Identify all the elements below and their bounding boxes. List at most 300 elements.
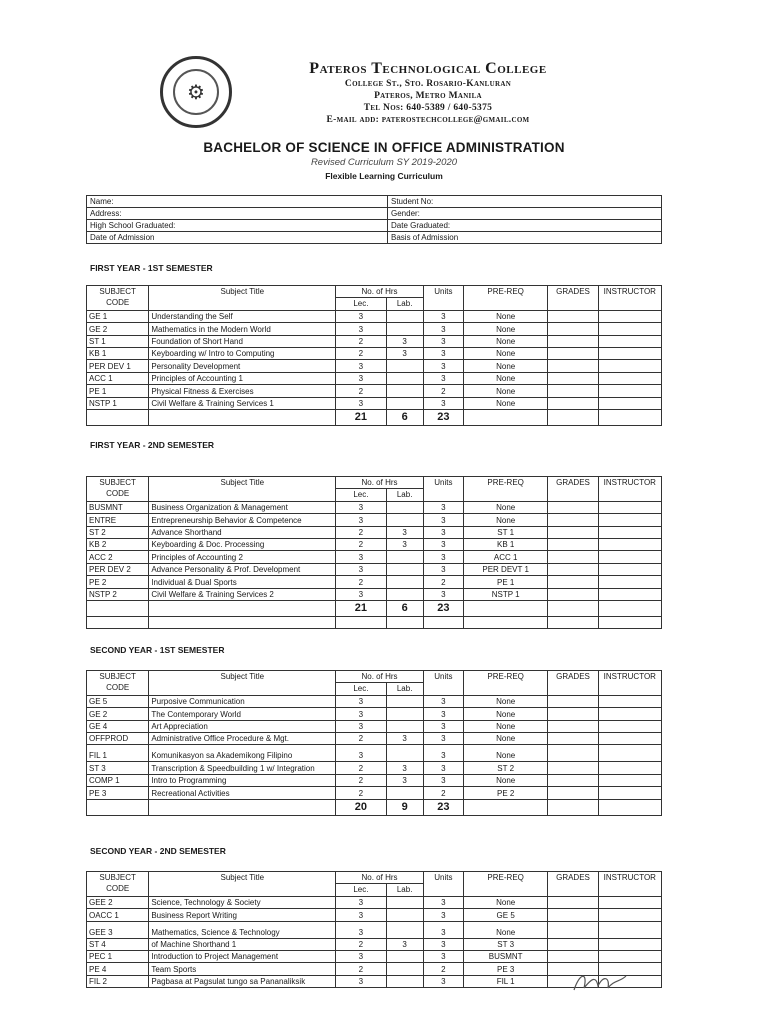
table-row [87,372,662,384]
subject-title: Business Report Writing [149,909,336,921]
signature-icon [570,968,630,998]
sem3-table [86,670,662,816]
table-row [87,762,662,774]
total-lec: 21 [336,409,386,425]
subject-title: Advance Shorthand [149,526,336,538]
col-grades: GRADES [548,872,598,897]
lab-hours [386,514,423,526]
date-admission-field: Date of Admission [87,232,388,244]
prerequisite: NSTP 1 [463,588,547,600]
lab-hours [386,501,423,513]
units: 3 [423,762,463,774]
revised-curriculum: Revised Curriculum SY 2019-2020 [310,157,458,168]
col-instructor: INSTRUCTOR [598,477,661,502]
subject-code: PER DEV 2 [87,563,149,575]
table-row [87,501,662,513]
prerequisite: None [463,695,547,707]
lec-hours: 3 [336,397,386,409]
col-lab: Lab. [386,884,423,896]
instructor-cell [598,909,661,921]
gender-field: Gender: [388,208,662,220]
student-no-field: Student No: [388,196,662,208]
total-lab: 6 [386,600,423,616]
subject-code: ENTRE [87,514,149,526]
col-lec: Lec. [336,298,386,310]
instructor-cell [598,360,661,372]
lab-hours [386,372,423,384]
prerequisite: None [463,335,547,347]
grade-cell [548,551,598,563]
subject-title: Entrepreneurship Behavior & Competence [149,514,336,526]
lec-hours: 2 [336,385,386,397]
lab-hours [386,708,423,720]
lec-hours: 3 [336,551,386,563]
lec-hours: 3 [336,921,386,938]
grade-cell [548,323,598,335]
prerequisite: None [463,720,547,732]
lab-hours [386,310,423,322]
table-row [87,732,662,744]
subject-code: KB 2 [87,538,149,550]
grade-cell [548,335,598,347]
lab-hours: 3 [386,732,423,744]
subject-title: Intro to Programming [149,774,336,786]
col-hrs: No. of Hrs [336,872,423,884]
lec-hours: 3 [336,372,386,384]
total-row [87,799,662,815]
prerequisite: None [463,310,547,322]
lec-hours: 3 [336,310,386,322]
grade-cell [548,538,598,550]
instructor-cell [598,347,661,359]
units: 2 [423,576,463,588]
name-field: Name: [87,196,388,208]
table-row [87,896,662,908]
units: 2 [423,385,463,397]
instructor-cell [598,720,661,732]
table-row [87,938,662,950]
col-units: Units [423,286,463,311]
total-units: 23 [423,600,463,616]
instructor-cell [598,695,661,707]
subject-code: FIL 2 [87,975,149,987]
table-row [87,347,662,359]
table-row [87,787,662,799]
units: 3 [423,708,463,720]
subject-code: GE 1 [87,310,149,322]
units: 3 [423,360,463,372]
instructor-cell [598,397,661,409]
lab-hours [386,588,423,600]
grade-cell [548,708,598,720]
lec-hours: 3 [336,896,386,908]
subject-code: PE 2 [87,576,149,588]
sem2-title: FIRST YEAR - 2ND SEMESTER [90,440,215,450]
lab-hours [386,963,423,975]
lab-hours [386,950,423,962]
table-row [87,708,662,720]
units: 3 [423,720,463,732]
address-line-2: Pateros, Metro Manila [374,91,482,101]
prerequisite: FIL 1 [463,975,547,987]
address-line-1: College St., Sto. Rosario-Kanluran [344,79,512,89]
prerequisite: None [463,347,547,359]
prerequisite: PE 2 [463,787,547,799]
grade-cell [548,360,598,372]
prerequisite: None [463,896,547,908]
basis-admission-field: Basis of Admission [388,232,662,244]
grade-cell [548,385,598,397]
col-lab: Lab. [386,683,423,695]
lec-hours: 2 [336,347,386,359]
subject-code: OACC 1 [87,909,149,921]
total-row [87,600,662,616]
instructor-cell [598,762,661,774]
lec-hours: 2 [336,963,386,975]
units: 2 [423,787,463,799]
units: 3 [423,526,463,538]
col-units: Units [423,872,463,897]
sem1-table [86,285,662,426]
total-units: 23 [423,799,463,815]
subject-title: Art Appreciation [149,720,336,732]
lab-hours [386,563,423,575]
instructor-cell [598,938,661,950]
units: 3 [423,588,463,600]
col-grades: GRADES [548,477,598,502]
lec-hours: 2 [336,774,386,786]
table-row [87,526,662,538]
prerequisite: ST 3 [463,938,547,950]
subject-code: ST 4 [87,938,149,950]
units: 2 [423,963,463,975]
prerequisite: PE 3 [463,963,547,975]
table-row [87,514,662,526]
grade-cell [548,501,598,513]
col-subject-title: Subject Title [149,872,336,897]
col-lec: Lec. [336,884,386,896]
units: 3 [423,501,463,513]
subject-code: FIL 1 [87,745,149,762]
grade-cell [548,909,598,921]
subject-title: Pagbasa at Pagsulat tungo sa Pananaliksik [149,975,336,987]
subject-code: PE 3 [87,787,149,799]
grade-cell [548,774,598,786]
units: 3 [423,896,463,908]
blank-row [87,616,662,628]
subject-code: OFFPROD [87,732,149,744]
subject-code: GEE 2 [87,896,149,908]
col-grades: GRADES [548,671,598,696]
subject-title: Principles of Accounting 2 [149,551,336,563]
lec-hours: 2 [336,732,386,744]
subject-code: COMP 1 [87,774,149,786]
col-subject-title: Subject Title [149,671,336,696]
letterhead [160,56,600,136]
units: 3 [423,950,463,962]
subject-title: Purposive Communication [149,695,336,707]
instructor-cell [598,576,661,588]
lec-hours: 2 [336,526,386,538]
lec-hours: 3 [336,323,386,335]
lab-hours [386,551,423,563]
instructor-cell [598,708,661,720]
subject-code: PE 4 [87,963,149,975]
instructor-cell [598,372,661,384]
col-units: Units [423,671,463,696]
grade-cell [548,372,598,384]
lec-hours: 3 [336,360,386,372]
instructor-cell [598,323,661,335]
lec-hours: 2 [336,576,386,588]
lab-hours: 3 [386,938,423,950]
grade-cell [548,310,598,322]
instructor-cell [598,335,661,347]
instructor-cell [598,774,661,786]
subject-title: Keyboarding w/ Intro to Computing [149,347,336,359]
student-info-table [86,195,662,244]
instructor-cell [598,526,661,538]
units: 3 [423,551,463,563]
prerequisite: None [463,732,547,744]
lec-hours: 2 [336,762,386,774]
col-prereq: PRE-REQ [463,286,547,311]
subject-title: Civil Welfare & Training Services 1 [149,397,336,409]
table-row [87,588,662,600]
prerequisite: ACC 1 [463,551,547,563]
prerequisite: PE 1 [463,576,547,588]
instructor-cell [598,385,661,397]
units: 3 [423,695,463,707]
lec-hours: 3 [336,708,386,720]
lab-hours [386,745,423,762]
grade-cell [548,576,598,588]
lab-hours: 3 [386,347,423,359]
grade-cell [548,896,598,908]
prerequisite: ST 1 [463,526,547,538]
units: 3 [423,397,463,409]
col-hrs: No. of Hrs [336,671,423,683]
lec-hours: 2 [336,335,386,347]
subject-title: Komunikasyon sa Akademikong Filipino [149,745,336,762]
lec-hours: 2 [336,538,386,550]
college-seal-icon: ⚙ [160,56,232,128]
col-subject-code: SUBJECT CODE [87,671,149,696]
subject-title: Keyboarding & Doc. Processing [149,538,336,550]
total-lec: 21 [336,600,386,616]
col-lab: Lab. [386,298,423,310]
lab-hours [386,323,423,335]
table-row [87,335,662,347]
col-prereq: PRE-REQ [463,872,547,897]
flexible-learning: Flexible Learning Curriculum [325,171,443,181]
lab-hours [386,695,423,707]
lec-hours: 3 [336,588,386,600]
instructor-cell [598,896,661,908]
units: 3 [423,538,463,550]
subject-title: Transcription & Speedbuilding 1 w/ Integration [149,762,336,774]
grade-cell [548,745,598,762]
lab-hours: 3 [386,526,423,538]
col-subject-code: SUBJECT CODE [87,286,149,311]
table-row [87,360,662,372]
subject-code: ST 1 [87,335,149,347]
lab-hours [386,385,423,397]
subject-code: PEC 1 [87,950,149,962]
prerequisite: None [463,745,547,762]
subject-code: ST 2 [87,526,149,538]
col-lec: Lec. [336,489,386,501]
grade-cell [548,762,598,774]
lab-hours [386,921,423,938]
grade-cell [548,347,598,359]
lab-hours [386,975,423,987]
subject-title: Administrative Office Procedure & Mgt. [149,732,336,744]
subject-title: Foundation of Short Hand [149,335,336,347]
col-subject-code: SUBJECT CODE [87,477,149,502]
units: 3 [423,563,463,575]
grade-cell [548,787,598,799]
table-row [87,563,662,575]
sem1-title: FIRST YEAR - 1ST SEMESTER [90,263,213,273]
subject-code: ACC 2 [87,551,149,563]
subject-code: GE 2 [87,323,149,335]
subject-code: BUSMNT [87,501,149,513]
table-row [87,397,662,409]
lec-hours: 3 [336,950,386,962]
subject-title: Physical Fitness & Exercises [149,385,336,397]
col-lab: Lab. [386,489,423,501]
grade-cell [548,397,598,409]
table-row [87,310,662,322]
telephone: Tel Nos: 640-5389 / 640-5375 [363,103,493,113]
units: 3 [423,975,463,987]
lab-hours [386,787,423,799]
col-lec: Lec. [336,683,386,695]
units: 3 [423,347,463,359]
lec-hours: 2 [336,787,386,799]
grade-cell [548,732,598,744]
sem4-title: SECOND YEAR - 2ND SEMESTER [90,846,226,856]
col-subject-code: SUBJECT CODE [87,872,149,897]
table-row [87,323,662,335]
prerequisite: BUSMNT [463,950,547,962]
lec-hours: 3 [336,514,386,526]
date-graduated-field: Date Graduated: [388,220,662,232]
lec-hours: 3 [336,975,386,987]
prerequisite: KB 1 [463,538,547,550]
units: 3 [423,335,463,347]
table-row [87,745,662,762]
units: 3 [423,732,463,744]
units: 3 [423,514,463,526]
grade-cell [548,938,598,950]
instructor-cell [598,745,661,762]
subject-code: PE 1 [87,385,149,397]
lab-hours: 3 [386,762,423,774]
instructor-cell [598,563,661,575]
units: 3 [423,310,463,322]
table-row [87,385,662,397]
grade-cell [548,563,598,575]
table-row [87,538,662,550]
lab-hours: 3 [386,538,423,550]
grade-cell [548,720,598,732]
lab-hours [386,909,423,921]
col-instructor: INSTRUCTOR [598,286,661,311]
prerequisite: GE 5 [463,909,547,921]
prerequisite: None [463,708,547,720]
instructor-cell [598,538,661,550]
subject-code: NSTP 2 [87,588,149,600]
units: 3 [423,938,463,950]
subject-title: Business Organization & Management [149,501,336,513]
lab-hours [386,360,423,372]
table-row [87,921,662,938]
subject-title: Personality Development [149,360,336,372]
col-hrs: No. of Hrs [336,286,423,298]
lec-hours: 3 [336,563,386,575]
col-instructor: INSTRUCTOR [598,872,661,897]
col-hrs: No. of Hrs [336,477,423,489]
subject-title: Introduction to Project Management [149,950,336,962]
subject-code: GE 5 [87,695,149,707]
lec-hours: 2 [336,938,386,950]
subject-code: ST 3 [87,762,149,774]
subject-title: The Contemporary World [149,708,336,720]
table-row [87,551,662,563]
subject-title: Individual & Dual Sports [149,576,336,588]
units: 3 [423,921,463,938]
table-row [87,720,662,732]
units: 3 [423,372,463,384]
instructor-cell [598,310,661,322]
col-prereq: PRE-REQ [463,671,547,696]
subject-code: GE 4 [87,720,149,732]
instructor-cell [598,921,661,938]
subject-title: Advance Personality & Prof. Development [149,563,336,575]
subject-title: Understanding the Self [149,310,336,322]
col-prereq: PRE-REQ [463,477,547,502]
grade-cell [548,526,598,538]
subject-code: GEE 3 [87,921,149,938]
table-row [87,909,662,921]
prerequisite: None [463,360,547,372]
prerequisite: PER DEVT 1 [463,563,547,575]
lab-hours [386,720,423,732]
prerequisite: None [463,774,547,786]
instructor-cell [598,732,661,744]
prerequisite: None [463,385,547,397]
table-row [87,576,662,588]
total-units: 23 [423,409,463,425]
col-instructor: INSTRUCTOR [598,671,661,696]
grade-cell [548,588,598,600]
table-row [87,950,662,962]
subject-title: Civil Welfare & Training Services 2 [149,588,336,600]
col-units: Units [423,477,463,502]
prerequisite: None [463,501,547,513]
lec-hours: 3 [336,720,386,732]
prerequisite: None [463,397,547,409]
program-title: BACHELOR OF SCIENCE IN OFFICE ADMINISTRATION [203,140,565,155]
table-row [87,695,662,707]
subject-title: Mathematics in the Modern World [149,323,336,335]
lab-hours [386,397,423,409]
grade-cell [548,695,598,707]
grade-cell [548,921,598,938]
document-titles [0,140,768,181]
